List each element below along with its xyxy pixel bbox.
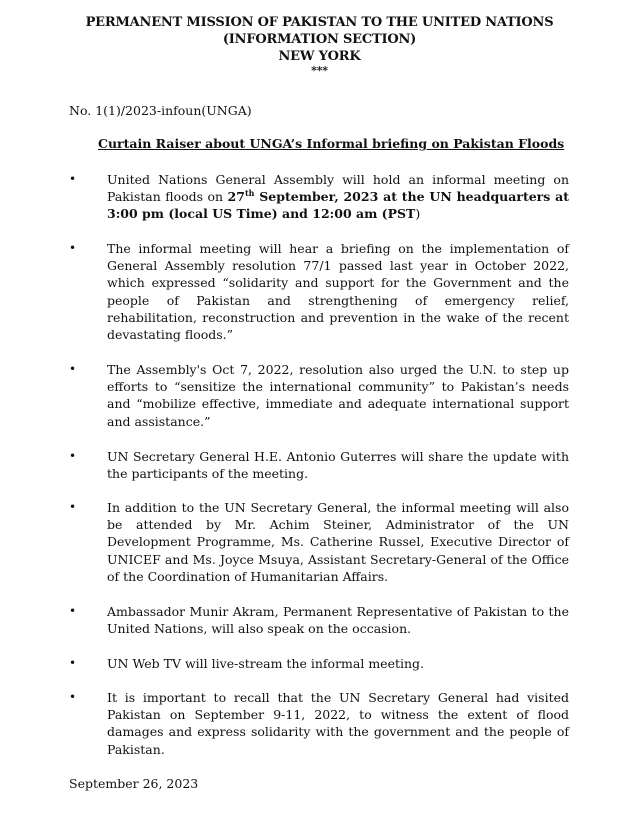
- letterhead-city: NEW YORK: [278, 49, 361, 64]
- document-title: Curtain Raiser about UNGA’s Informal briefing on Pakistan Floods: [98, 136, 565, 151]
- bullet-icon: •: [69, 362, 77, 376]
- letterhead-section: (INFORMATION SECTION): [222, 32, 417, 47]
- bullet-text: The Assembly's Oct 7, 2022, resolution also urged the U.N. to step up efforts to “sensitize the international community” to Pakistan’s needs and “mobilize effective, immediate and adequate international support and assistance.”: [107, 362, 569, 429]
- bullet-icon: •: [69, 656, 77, 670]
- letterhead-separator: ***: [311, 64, 328, 77]
- reference-number: No. 1(1)/2023-infoun(UNGA): [69, 103, 252, 118]
- bullet-icon: •: [69, 690, 77, 704]
- release-date: September 26, 2023: [69, 776, 199, 791]
- bullet-icon: •: [69, 604, 77, 618]
- meeting-date-time: 27th September, 2023 at the UN headquarters at 3:00 pm (local US Time) and 12:00 am (PST: [107, 188, 570, 222]
- bullet-icon: •: [69, 449, 77, 463]
- bullet-text: UN Web TV will live-stream the informal meeting.: [107, 656, 425, 671]
- bullet-text: The informal meeting will hear a briefing on the implementation of General Assembly resolution 77/1 passed last year in October 2022, which expressed “solidarity and support for the Government and the people of Pakistan and strengthening of emergency relief, rehabilitation, reconstruction and prevention in the wake of the recent devastating floods.”: [107, 241, 569, 343]
- bullet-text: It is important to recall that the UN Secretary General had visited Pakistan on September 9-11, 2022, to witness the extent of flood damages and express solidarity with the government and the people of Pakistan.: [107, 690, 569, 757]
- bullet-icon: •: [69, 500, 77, 514]
- bullet-text: In addition to the UN Secretary General, the informal meeting will also be attended by Mr. Achim Steiner, Administrator of the UN Development Programme, Ms. Catherine Russel, Executive Director of UNICEF and Ms. Joyce Msuya, Assistant Secretary-General of the Office of the Coordination of Humanitarian Affairs.: [107, 500, 569, 584]
- bullet-icon: •: [69, 241, 77, 255]
- bullet-icon: •: [69, 172, 77, 186]
- bullet-text: UN Secretary General H.E. Antonio Guterres will share the update with the participants of the meeting.: [107, 449, 569, 482]
- letterhead-organization: PERMANENT MISSION OF PAKISTAN TO THE UNITED NATIONS: [85, 15, 554, 30]
- bullet-text: Ambassador Munir Akram, Permanent Representative of Pakistan to the United Nations, will also speak on the occasion.: [107, 604, 569, 637]
- letterhead: [0, 14, 639, 77]
- bullet-text: United Nations General Assembly will hold an informal meeting on Pakistan floods on 27th September, 2023 at the UN headquarters at 3:00 pm (local US Time) and 12:00 am (PST): [107, 172, 570, 222]
